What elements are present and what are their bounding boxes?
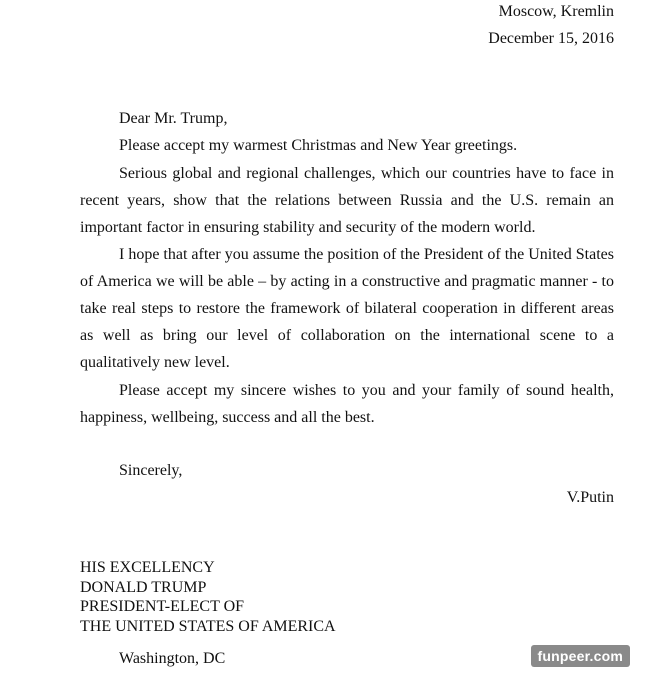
addressee-line: DONALD TRUMP <box>80 578 207 596</box>
salutation: Dear Mr. Trump, <box>119 110 228 127</box>
letter-location: Moscow, Kremlin <box>498 3 614 20</box>
letter-date: December 15, 2016 <box>488 30 614 47</box>
watermark-badge: funpeer.com <box>531 645 630 667</box>
addressee-city: Washington, DC <box>119 650 226 667</box>
paragraph-greetings: Please accept my warmest Christmas and New Year greetings. <box>119 137 518 154</box>
addressee-line: THE UNITED STATES OF AMERICA <box>80 617 336 635</box>
addressee-line: HIS EXCELLENCY <box>80 559 215 576</box>
signature: V.Putin <box>566 489 614 506</box>
paragraph-cooperation: I hope that after you assume the position of the President of the United States of America we will be able – by acting in a constructive and pragmatic manner - to take real steps to restore the framework of bilateral cooperation in different areas as well as bring our level of collaboration on the international scene to a qualitatively new level. <box>80 246 614 371</box>
paragraph-challenges: Serious global and regional challenges, which our countries have to face in recent years, show that the relations between Russia and the U.S. remain an important factor in ensuring stability and security of the modern world. <box>80 165 614 236</box>
addressee-block <box>80 558 336 636</box>
addressee-line: PRESIDENT-ELECT OF <box>80 598 245 615</box>
closing: Sincerely, <box>119 462 183 479</box>
paragraph-wishes: Please accept my sincere wishes to you and your family of sound health, happiness, wellbeing, success and all the best. <box>80 382 614 426</box>
